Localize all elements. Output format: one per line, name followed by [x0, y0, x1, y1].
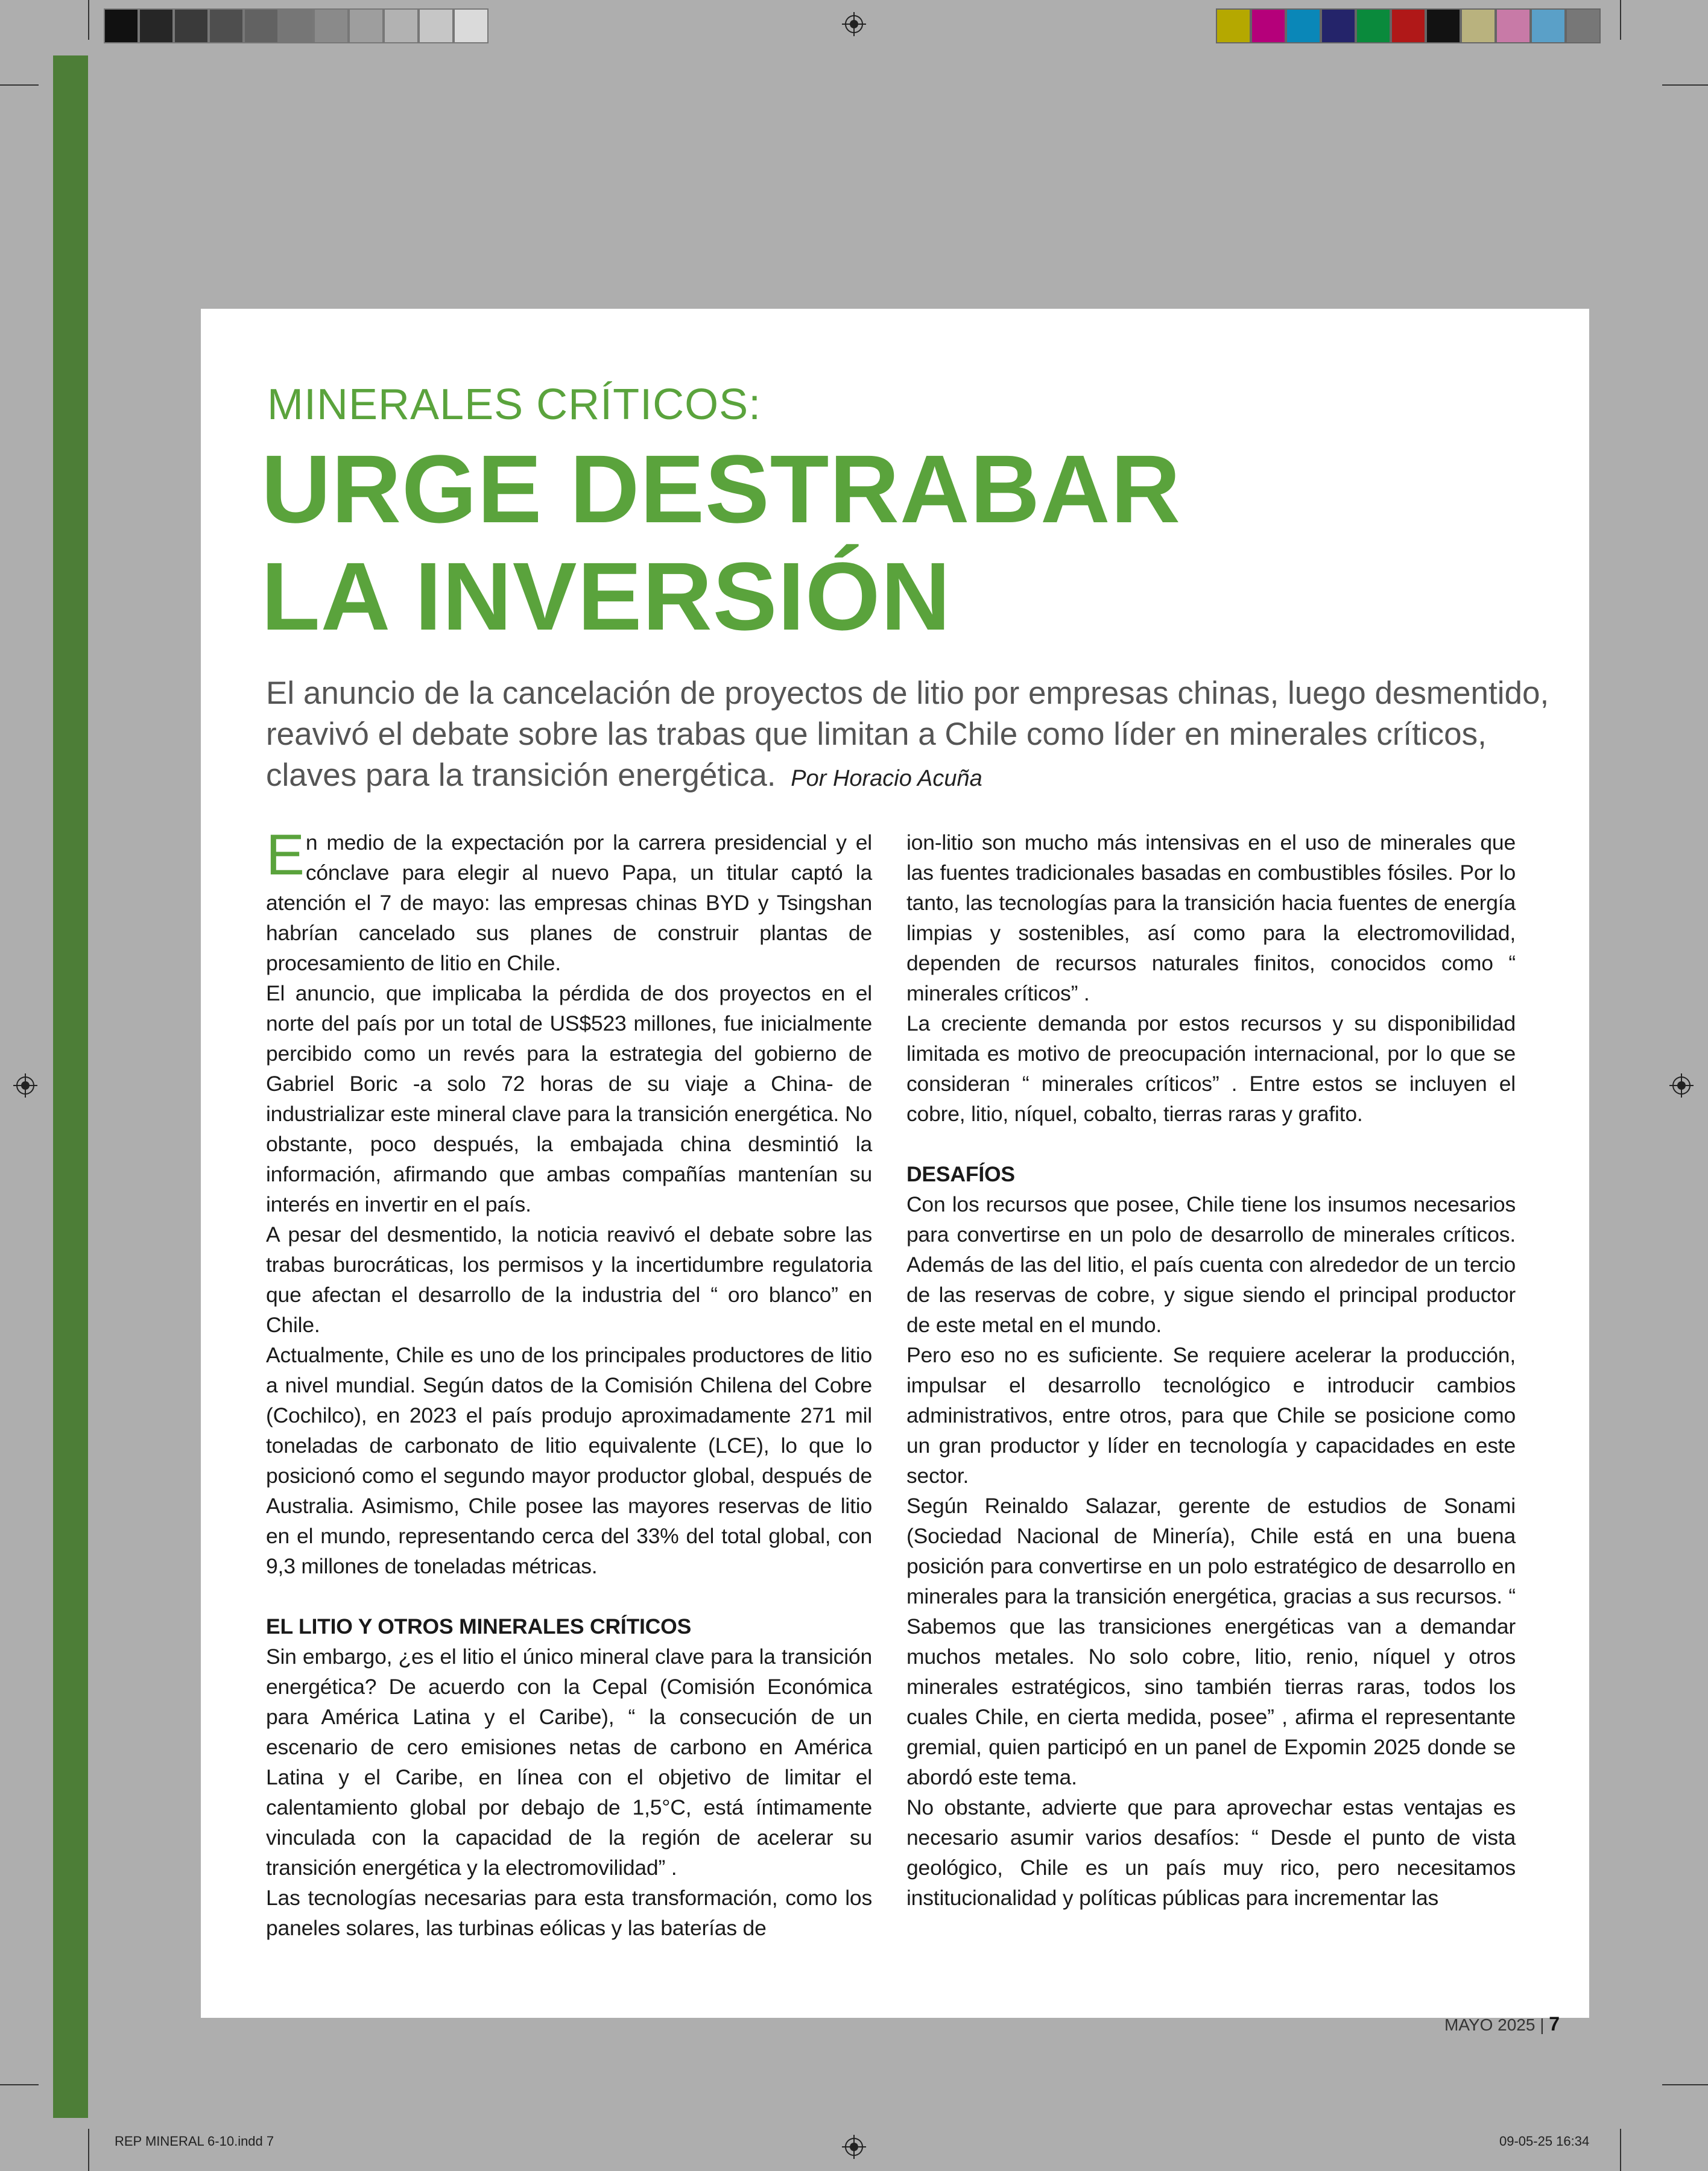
grayscale-swatch [419, 8, 454, 43]
grayscale-swatch [279, 8, 314, 43]
registration-mark-icon [842, 2135, 866, 2159]
grayscale-swatch [104, 8, 139, 43]
paragraph: Con los recursos que posee, Chile tiene los insumos necesarios para convertirse en un polo de desarrollo de minerales críticos. Además de las del litio, el país cuenta con alrededor de un tercio de las reservas de cobre, y sigue siendo el principal productor de este metal en el mundo. [906, 1192, 1516, 1337]
crop-mark [88, 2129, 89, 2171]
color-swatch [1356, 8, 1391, 43]
grayscale-swatch [384, 8, 419, 43]
crop-mark [0, 2084, 39, 2085]
crop-mark [1662, 84, 1708, 86]
color-swatch [1391, 8, 1426, 43]
grayscale-swatch [139, 8, 174, 43]
slug-timestamp: 09-05-25 16:34 [1499, 2134, 1590, 2149]
paragraph: Según Reinaldo Salazar, gerente de estudios de Sonami (Sociedad Nacional de Minería), Chile está en una buena posición para convertirse en un polo estratégico de desarrollo en minerales para la transición energética, gracias a sus recursos. “ Sabemos que las transiciones energéticas van a demandar muchos metales. No solo cobre, litio, renio, níquel y otros minerales estratégicos, sino también tierras raras, todos los cuales Chile, en cierta medida, posee” , afirma el representante gremial, quien participó en un panel de Expomin 2025 donde se abordó este tema. [906, 1494, 1516, 1789]
paragraph: A pesar del desmentido, la noticia reavivó el debate sobre las trabas burocráticas, los permisos y la incertidumbre regulatoria que afectan el desarrollo de la industria del “ oro blanco” en Chile. [266, 1222, 872, 1337]
drop-cap: E [266, 823, 305, 887]
headline-line-2: LA INVERSIÓN [261, 542, 951, 650]
crop-mark [1662, 2084, 1708, 2085]
section-subhead: EL LITIO Y OTROS MINERALES CRÍTICOS [266, 1614, 692, 1639]
grayscale-swatch [174, 8, 209, 43]
color-swatch [1286, 8, 1321, 43]
grayscale-swatch [454, 8, 489, 43]
headline-line-1: URGE DESTRABAR [261, 435, 1181, 543]
article-kicker: MINERALES CRÍTICOS: [267, 381, 762, 429]
color-swatch [1321, 8, 1356, 43]
registration-mark-icon [13, 1073, 37, 1098]
paragraph: Las tecnologías necesarias para esta transformación, como los paneles solares, las turbinas eólicas y las baterías de [266, 1886, 872, 1940]
crop-mark [0, 84, 39, 86]
paragraph: La creciente demanda por estos recursos y su disponibilidad limitada es motivo de preocupación internacional, por lo que se consideran “ minerales críticos” . Entre estos se incluyen el cobre, litio, níquel, cobalto, tierras raras y grafito. [906, 1011, 1516, 1126]
color-swatch [1216, 8, 1251, 43]
color-swatch [1461, 8, 1496, 43]
slug-filename: REP MINERAL 6-10.indd 7 [115, 2134, 274, 2149]
article-headline [261, 435, 1181, 650]
paragraph: En medio de la expectación por la carrera presidencial y el cónclave para elegir al nuevo Papa, un titular captó la atención el 7 de mayo: las empresas chinas BYD y Tsingshan habrían cancelado sus planes de construir plantas de procesamiento de litio en Chile. [266, 823, 872, 975]
byline: Por Horacio Acuña [791, 766, 982, 791]
registration-mark-icon [842, 12, 866, 36]
paragraph: Pero eso no es suficiente. Se requiere acelerar la producción, impulsar el desarrollo tecnológico e introducir cambios administrativos, entre otros, para que Chile se posicione como un gran productor y líder en tecnología y capacidades en este sector. [906, 1343, 1516, 1488]
grayscale-swatch [314, 8, 349, 43]
color-swatch [1251, 8, 1286, 43]
page-number: 7 [1549, 2013, 1560, 2035]
lead-text: El anuncio de la cancelación de proyectos de litio por empresas chinas, luego desmentido, reavivó el debate sobre las trabas que limitan a Chile como líder en minerales críticos, claves para la transición energética. [266, 675, 1549, 793]
color-swatch [1531, 8, 1566, 43]
green-spine-strip [53, 55, 88, 2118]
color-swatch [1566, 8, 1601, 43]
section-subhead: DESAFÍOS [906, 1162, 1015, 1186]
paragraph: Actualmente, Chile es uno de los principales productores de litio a nivel mundial. Según datos de la Comisión Chilena del Cobre (Cochilco), en 2023 el país produjo aproximadamente 271 mil toneladas de carbonato de litio equivalente (LCE), lo que lo posicionó como el segundo mayor productor global, después de Australia. Asimismo, Chile posee las mayores reservas de litio en el mundo, representando cerca del 33% del total global, con 9,3 millones de toneladas métricas. [266, 1343, 872, 1578]
paragraph: No obstante, advierte que para aprovechar estas ventajas es necesario asumir varios desafíos: “ Desde el punto de vista geológico, Chile es un país muy rico, pero necesitamos institucionalidad y políticas públicas para incrementar las [906, 1795, 1516, 1910]
paragraph: Sin embargo, ¿es el litio el único mineral clave para la transición energética? De acuerdo con la Cepal (Comisión Económica para América Latina y el Caribe), “ la consecución de un escenario de cero emisiones netas de carbono en América Latina y el Caribe, en línea con el objetivo de limitar el calentamiento global por debajo de 1,5°C, está íntimamente vinculada con la capacidad de la región de acelerar su transición energética y la electromovilidad” . [266, 1645, 872, 1880]
grayscale-calibration-bar [104, 8, 489, 43]
crop-mark [1620, 0, 1621, 40]
article-lead [266, 673, 1551, 799]
color-swatch [1426, 8, 1461, 43]
magazine-page [201, 309, 1589, 2018]
page-folio [1444, 2013, 1560, 2035]
text-column-right [906, 827, 1516, 1913]
registration-mark-icon [1669, 1073, 1694, 1098]
paragraph: ion-litio son mucho más intensivas en el uso de minerales que las fuentes tradicionales basadas en combustibles fósiles. Por lo tanto, las tecnologías para la transición hacia fuentes de energía limpias y sostenibles, así como para la electromovilidad, dependen de recursos naturales finitos, conocidos como “ minerales críticos” . [906, 830, 1516, 1005]
crop-mark [88, 0, 89, 40]
folio-label: MAYO 2025 | [1444, 2015, 1545, 2034]
paragraph: El anuncio, que implicaba la pérdida de dos proyectos en el norte del país por un total de US$523 millones, fue inicialmente percibido como un revés para la estrategia del gobierno de Gabriel Boric -a solo 72 horas de su viaje a China- de industrializar este mineral clave para la transición energética. No obstante, poco después, la embajada china desmintió la información, afirmando que ambas compañías mantenían su interés en invertir en el país. [266, 981, 872, 1216]
crop-mark [1620, 2129, 1621, 2171]
color-swatch [1496, 8, 1531, 43]
grayscale-swatch [349, 8, 384, 43]
grayscale-swatch [244, 8, 279, 43]
color-calibration-bar [1216, 8, 1601, 43]
grayscale-swatch [209, 8, 244, 43]
text-column-left [266, 823, 872, 1943]
